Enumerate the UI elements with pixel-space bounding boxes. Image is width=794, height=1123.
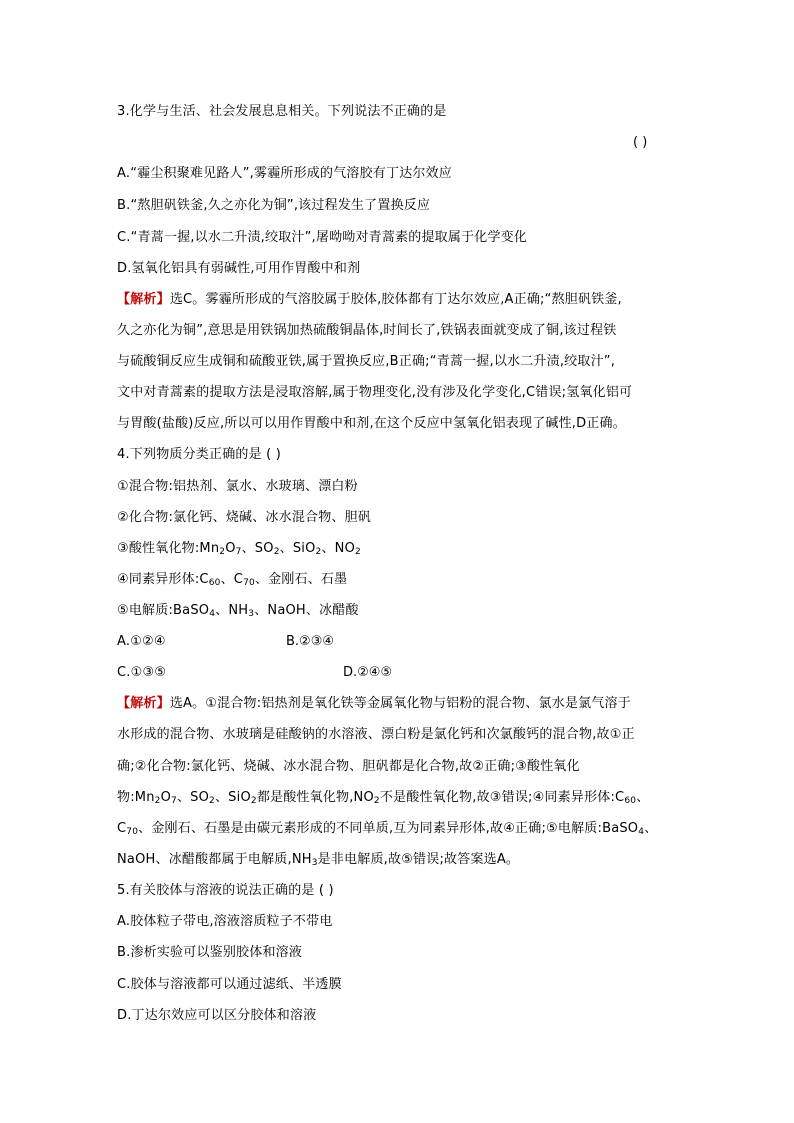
option-b: B.②③④ [286, 634, 335, 649]
analysis-tag: 【解析】 [117, 292, 170, 307]
option-c: C.胶体与溶液都可以通过滤纸、半透膜 [117, 977, 342, 992]
option-c: C.①③⑤ [117, 665, 167, 680]
item-2: ②化合物:氯化钙、烧碱、冰水混合物、胆矾 [117, 510, 372, 525]
item-5: ⑤电解质:BaSO$_4$、$NH_3$、NaOH、冰醋酸 [117, 603, 359, 619]
option-d: D.氢氧化铝具有弱碱性,可用作胃酸中和剂 [117, 261, 361, 276]
analysis-line: 水形成的混合物、水玻璃是硅酸钠的水溶液、漂白粉是氯化钙和次氯酸钙的混合物,故①正 [117, 727, 635, 742]
analysis-line: 与硫酸铜反应生成铜和硫酸亚铁,属于置换反应,B正确;“青蒿一握,以水二升渍,绞取汁”, [117, 354, 616, 369]
option-a: A.①②④ [117, 634, 166, 649]
analysis-line: 【解析】选A。①混合物:铝热剂是氧化铁等金属氧化物与铝粉的混合物、氯水是氯气溶于 [117, 696, 631, 711]
option-b: B.渗析实验可以鉴别胶体和溶液 [117, 945, 303, 960]
item-1: ①混合物:铝热剂、氯水、水玻璃、漂白粉 [117, 479, 358, 494]
answer-blank: ( ) [633, 135, 648, 150]
analysis-tag: 【解析】 [117, 696, 170, 711]
question-5-stem: 5.有关胶体与溶液的说法正确的是 ( ) [117, 883, 334, 898]
question-3-stem: 3.化学与生活、社会发展息息相关。下列说法不正确的是 [117, 104, 447, 119]
analysis-line: 文中对青蒿素的提取方法是浸取溶解,属于物理变化,没有涉及化学变化,C错误;氢氧化铝可 [117, 385, 633, 400]
analysis-line: 物$:Mn_2O_7$、$SO_2$、SiO$_2$都是酸性氧化物$,NO_2$不是酸性氧化物,故③错误;④同素异形体$:C_{60}$、 [117, 790, 650, 806]
analysis-line: NaOH、冰醋酸都属于电解质$,NH_3$是非电解质,故⑤错误;故答案选A。 [117, 852, 520, 868]
item-4: ④同素异形体$:C_{60}$、$C_{70}$、金刚石、石墨 [117, 572, 348, 588]
analysis-line: 确;②化合物:氯化钙、烧碱、冰水混合物、胆矾都是化合物,故②正确;③酸性氧化 [117, 759, 580, 774]
option-c: C.“青蒿一握,以水二升渍,绞取汁”,屠呦呦对青蒿素的提取属于化学变化 [117, 230, 528, 245]
option-b: B.“熬胆矾铁釜,久之亦化为铜”,该过程发生了置换反应 [117, 198, 431, 213]
option-d: D.②④⑤ [343, 665, 393, 680]
analysis-line: 与胃酸(盐酸)反应,所以可以用作胃酸中和剂,在这个反应中氢氧化铝表现了碱性,D正确。 [117, 416, 626, 431]
item-3: ③酸性氧化物$:Mn_2O_7$、$SO_2$、SiO$_2$、$NO_2$ [117, 541, 361, 557]
analysis-line: $C_{70}$、金刚石、石墨是由碳元素形成的不同单质,互为同素异形体,故④正确;⑤电解质:BaSO$_4$、 [117, 821, 658, 837]
option-d: D.丁达尔效应可以区分胶体和溶液 [117, 1008, 317, 1023]
option-a: A.“霾尘积聚难见路人”,雾霾所形成的气溶胶有丁达尔效应 [117, 166, 452, 181]
option-a: A.胶体粒子带电,溶液溶质粒子不带电 [117, 914, 333, 929]
analysis-line: 久之亦化为铜”,意思是用铁锅加热硫酸铜晶体,时间长了,铁锅表面就变成了铜,该过程铁 [117, 323, 617, 338]
question-4-stem: 4.下列物质分类正确的是 ( ) [117, 447, 282, 462]
analysis-line: 【解析】选C。雾霾所形成的气溶胶属于胶体,胶体都有丁达尔效应,A正确;“熬胆矾铁釜, [117, 292, 622, 307]
